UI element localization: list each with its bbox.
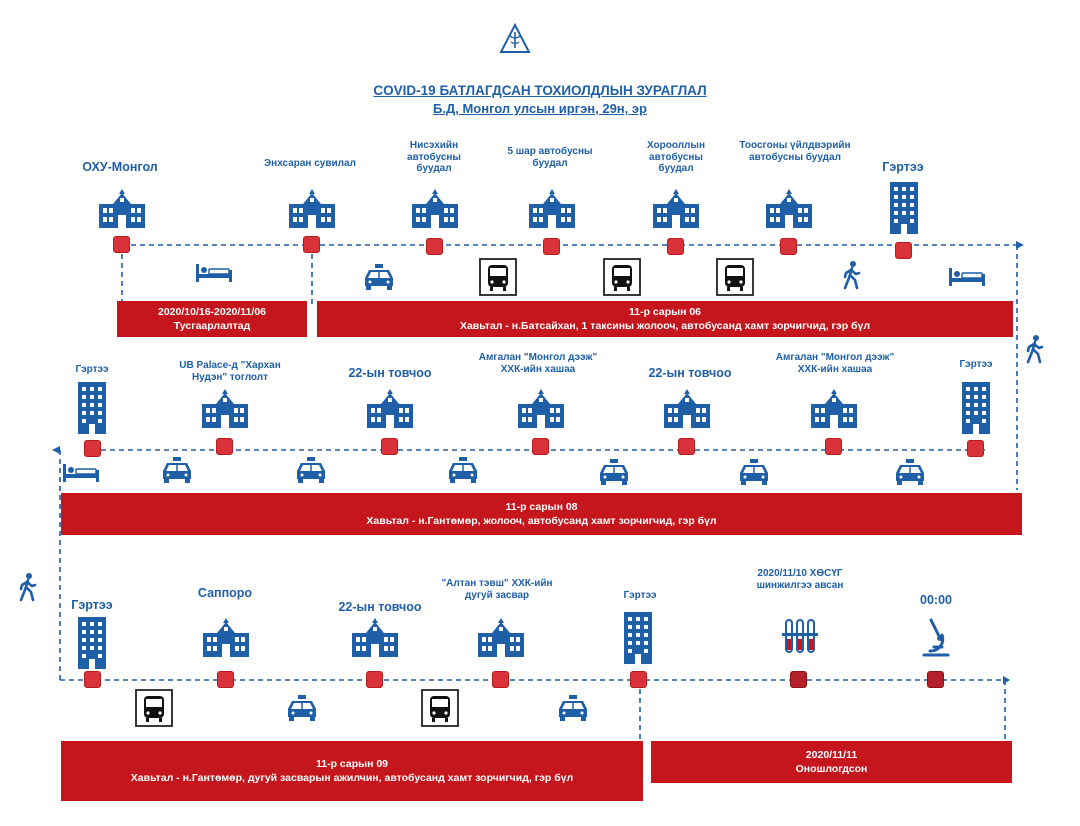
apartment-tower-icon: [76, 615, 108, 669]
building-icon: [410, 188, 460, 228]
location-marker: [927, 671, 944, 688]
bar-text: Хавьтал - н.Батсайхан, 1 таксины жолооч, автобусанд хамт зорчигчид, гэр бүл: [459, 320, 871, 332]
row3-label-5: Гэртээ: [623, 590, 657, 601]
building-icon: [516, 388, 566, 428]
building-icon: [201, 617, 251, 657]
row3-label-1: Гэртээ: [71, 598, 113, 612]
bus-icon: [603, 258, 641, 296]
location-marker: [84, 440, 101, 457]
bus-icon: [421, 689, 459, 727]
bar-text: Оношлогдсон: [795, 763, 868, 775]
location-marker: [217, 671, 234, 688]
row2-label-2: UB Palace-д "Хархан Нудэн" тоглолт: [179, 360, 281, 383]
taxi-icon: [737, 457, 771, 485]
bar-date: 2020/11/11: [805, 749, 858, 761]
row3-label-3: 22-ын товчоо: [338, 600, 422, 614]
bar-date: 11-р сарын 09: [315, 758, 389, 770]
location-marker: [532, 438, 549, 455]
row1-label-6: Тоосгоны үйлдвэрийн автобусны буудал: [739, 140, 851, 163]
building-icon: [350, 617, 400, 657]
building-icon: [365, 388, 415, 428]
microscope-icon: [918, 617, 952, 659]
building-icon: [764, 188, 814, 228]
taxi-icon: [294, 455, 328, 483]
row1-label-2: Энхсаран сувилал: [264, 158, 356, 169]
taxi-icon: [446, 455, 480, 483]
taxi-icon: [556, 693, 590, 721]
taxi-icon: [362, 262, 396, 290]
location-marker: [967, 440, 984, 457]
test-tubes-icon: [780, 617, 820, 657]
bar-date: 2020/10/16-2020/11/06: [157, 306, 267, 318]
bus-icon: [479, 258, 517, 296]
diagnosis-bar: [651, 741, 1012, 783]
location-marker: [303, 236, 320, 253]
taxi-icon: [893, 457, 927, 485]
location-marker: [678, 438, 695, 455]
apartment-tower-icon: [622, 610, 654, 664]
bed-icon: [948, 266, 986, 286]
bar-text: Тусгаарлалтад: [173, 320, 251, 332]
taxi-icon: [160, 455, 194, 483]
location-marker: [630, 671, 647, 688]
building-icon: [651, 188, 701, 228]
building-icon: [287, 188, 337, 228]
row3-label-6: 2020/11/10 ХӨСҮГ шинжилгээ авсан: [756, 568, 844, 591]
location-marker: [780, 238, 797, 255]
bar-date: 11-р сарын 06: [628, 306, 702, 318]
row2-label-7: Гэртээ: [959, 359, 993, 370]
location-marker: [790, 671, 807, 688]
row1-label-3: Нисэхийн автобусны буудал: [407, 140, 461, 174]
row2-label-4: Амгалан "Монгол дээж" ХХК-ийн хашаа: [478, 352, 598, 375]
location-marker: [492, 671, 509, 688]
taxi-icon: [597, 457, 631, 485]
bed-icon: [195, 262, 233, 282]
apartment-tower-icon: [888, 180, 920, 234]
page-title: COVID-19 БАТЛАГДСАН ТОХИОЛДЛЫН ЗУРАГЛАЛ: [373, 83, 707, 98]
building-icon: [476, 617, 526, 657]
page-subtitle: Б.Д, Монгол улсын иргэн, 29н, эр: [433, 101, 647, 116]
location-marker: [543, 238, 560, 255]
row1-label-7: Гэртээ: [882, 160, 924, 174]
quarantine-bar: [117, 301, 307, 337]
row2-label-6: Амгалан "Монгол дээж" ХХК-ийн хашаа: [775, 352, 895, 375]
location-marker: [113, 236, 130, 253]
bar-date: 11-р сарын 08: [505, 501, 578, 513]
location-marker: [667, 238, 684, 255]
contact-bar: [317, 301, 1013, 337]
row2-label-1: Гэртээ: [75, 364, 109, 375]
location-marker: [825, 438, 842, 455]
building-icon: [200, 388, 250, 428]
bar-text: Хавьтал - н.Гантөмөр, дугуй засварын ажилчин, автобусанд хамт зорчигчид, гэр бүл: [130, 772, 574, 784]
contact-bar: [61, 741, 643, 801]
building-icon: [527, 188, 577, 228]
row3-label-2: Саппоро: [197, 586, 253, 600]
bus-icon: [716, 258, 754, 296]
location-marker: [381, 438, 398, 455]
apartment-tower-icon: [960, 380, 992, 434]
bus-icon: [135, 689, 173, 727]
contact-bar: [61, 493, 1022, 535]
row1-label-4: 5 шар автобусны буудал: [507, 146, 593, 169]
location-marker: [895, 242, 912, 259]
row1-label-1: ОХУ-Монгол: [82, 160, 158, 174]
walking-person-icon: [18, 572, 38, 602]
row2-label-5: 22-ын товчоо: [648, 366, 732, 380]
taxi-icon: [285, 693, 319, 721]
bar-text: Хавьтал - н.Гантөмөр, жолооч, автобусанд хамт зорчигчид, гэр бүл: [366, 515, 717, 527]
row3-label-4: "Алтан тэвш" ХХК-ийн дугуй засвар: [441, 578, 553, 601]
apartment-tower-icon: [76, 380, 108, 434]
row1-label-5: Хорооллын автобусны буудал: [646, 140, 705, 174]
row2-label-3: 22-ын товчоо: [348, 366, 432, 380]
bed-icon: [62, 462, 100, 482]
building-icon: [97, 188, 147, 228]
walking-person-icon: [1025, 334, 1045, 364]
building-icon: [662, 388, 712, 428]
location-marker: [84, 671, 101, 688]
row3-label-7: 00:00: [920, 593, 952, 607]
location-marker: [426, 238, 443, 255]
location-marker: [366, 671, 383, 688]
walking-person-icon: [842, 260, 862, 290]
building-icon: [809, 388, 859, 428]
location-marker: [216, 438, 233, 455]
